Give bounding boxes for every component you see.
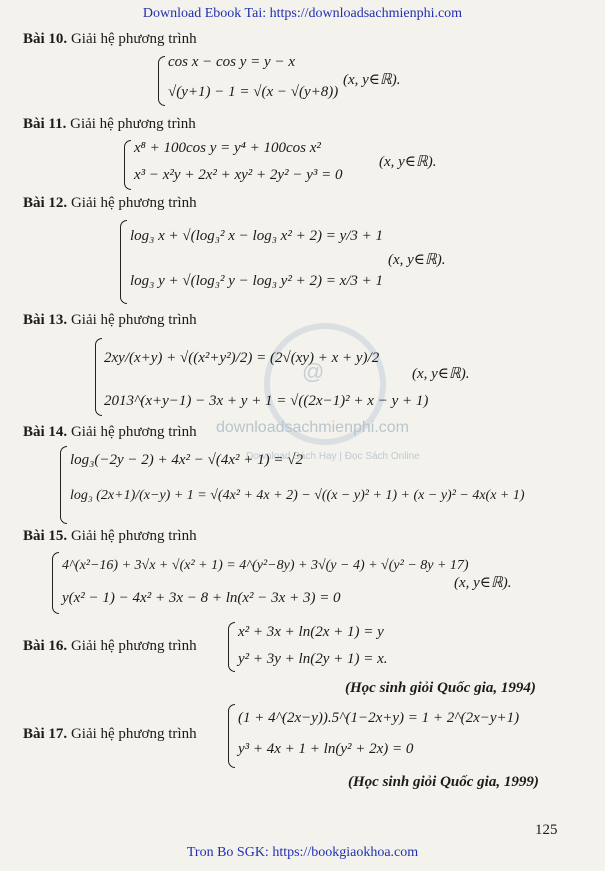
problem-text: Giải hệ phương trình <box>70 312 197 328</box>
system-brace <box>228 704 235 768</box>
problem-label: Bài 11. <box>23 116 67 132</box>
problem-text: Giải hệ phương trình <box>70 31 197 47</box>
problem-label: Bài 13. <box>23 312 68 328</box>
problem-text: Giải hệ phương trình <box>70 726 197 742</box>
equation-line: log₃ x + √(log₃² x − log₃ x² + 2) = y/3 + 1 <box>130 228 384 244</box>
problem-16-heading <box>23 638 197 655</box>
header-link-top[interactable]: Download Ebook Tai: https://downloadsachmienphi.com <box>142 6 463 21</box>
watermark-site: downloadsachmienphi.com <box>216 419 409 436</box>
equation-line: (1 + 4^(2x−y)).5^(1−2x+y) = 1 + 2^(2x−y+1) <box>238 710 520 726</box>
problem-text: Giải hệ phương trình <box>70 638 197 654</box>
equation-line: y³ + 4x + 1 + ln(y² + 2x) = 0 <box>238 741 414 757</box>
problem-15-heading <box>23 528 197 545</box>
problem-label: Bài 17. <box>23 726 68 742</box>
system-brace <box>158 56 165 106</box>
problem-text: Giải hệ phương trình <box>70 528 197 544</box>
system-brace <box>95 338 102 416</box>
watermark-at-icon: @ <box>302 359 325 384</box>
domain-label: (x, y∈ℝ). <box>343 72 401 88</box>
equation-line: x⁸ + 100cos y = y⁴ + 100cos x² <box>134 140 321 156</box>
problem-11-heading <box>23 116 196 133</box>
domain-label: (x, y∈ℝ). <box>388 252 446 268</box>
domain-label: (x, y∈ℝ). <box>412 366 470 382</box>
problem-17-heading <box>23 726 197 743</box>
equation-line: log₃ y + √(log₃² y − log₃ y² + 2) = x/3 + 1 <box>130 273 384 289</box>
problem-13-heading <box>23 312 197 329</box>
problem-14-heading <box>23 424 197 441</box>
problem-label: Bài 12. <box>23 195 68 211</box>
equation-line: √(y+1) − 1 = √(x − √(y+8)) <box>168 84 339 100</box>
system-brace <box>124 140 131 190</box>
system-brace <box>52 552 59 614</box>
watermark-tagline: Download Sách Hay | Đọc Sách Online <box>246 451 420 462</box>
equation-line: 4^(x²−16) + 3√x + √(x² + 1) = 4^(y²−8y) + 3√(y − 4) + √(y² − 8y + 17) <box>62 558 469 573</box>
problem-label: Bài 16. <box>23 638 68 654</box>
system-brace <box>120 220 127 304</box>
equation-line: 2xy/(x+y) + √((x²+y²)/2) = (2√(xy) + x + y)/2 <box>104 350 380 366</box>
equation-line: 2013^(x+y−1) − 3x + y + 1 = √((2x−1)² + x − y + 1) <box>104 393 429 409</box>
system-brace <box>228 622 235 672</box>
page-number: 125 <box>535 822 558 838</box>
problem-text: Giải hệ phương trình <box>70 424 197 440</box>
equation-line: x² + 3x + ln(2x + 1) = y <box>238 624 384 640</box>
problem-label: Bài 10. <box>23 31 68 47</box>
problem-10-heading <box>23 31 197 48</box>
problem-label: Bài 15. <box>23 528 68 544</box>
equation-line: log₃(−2y − 2) + 4x² − √(4x² + 1) = √2 <box>70 452 304 468</box>
problem-text: Giải hệ phương trình <box>70 195 197 211</box>
problem-label: Bài 14. <box>23 424 68 440</box>
equation-line: x³ − x²y + 2x² + xy² + 2y² − y³ = 0 <box>134 167 343 183</box>
footer-link-bottom[interactable]: Tron Bo SGK: https://bookgiaokhoa.com <box>186 845 419 860</box>
equation-line: y² + 3y + ln(2y + 1) = x. <box>238 651 388 667</box>
domain-label: (x, y∈ℝ). <box>454 575 512 591</box>
problem-text: Giải hệ phương trình <box>70 116 196 132</box>
problem-12-heading <box>23 195 197 212</box>
equation-line: log₃ (2x+1)/(x−y) + 1 = √(4x² + 4x + 2) − √((x − y)² + 1) + (x − y)² − 4x(x + 1) <box>70 488 525 503</box>
system-brace <box>60 446 67 524</box>
source-citation: (Học sinh giỏi Quốc gia, 1999) <box>348 774 539 790</box>
equation-line: cos x − cos y = y − x <box>168 54 295 70</box>
source-citation: (Học sinh giỏi Quốc gia, 1994) <box>345 680 536 696</box>
equation-line: y(x² − 1) − 4x² + 3x − 8 + ln(x² − 3x + 3) = 0 <box>62 590 341 606</box>
domain-label: (x, y∈ℝ). <box>379 154 437 170</box>
